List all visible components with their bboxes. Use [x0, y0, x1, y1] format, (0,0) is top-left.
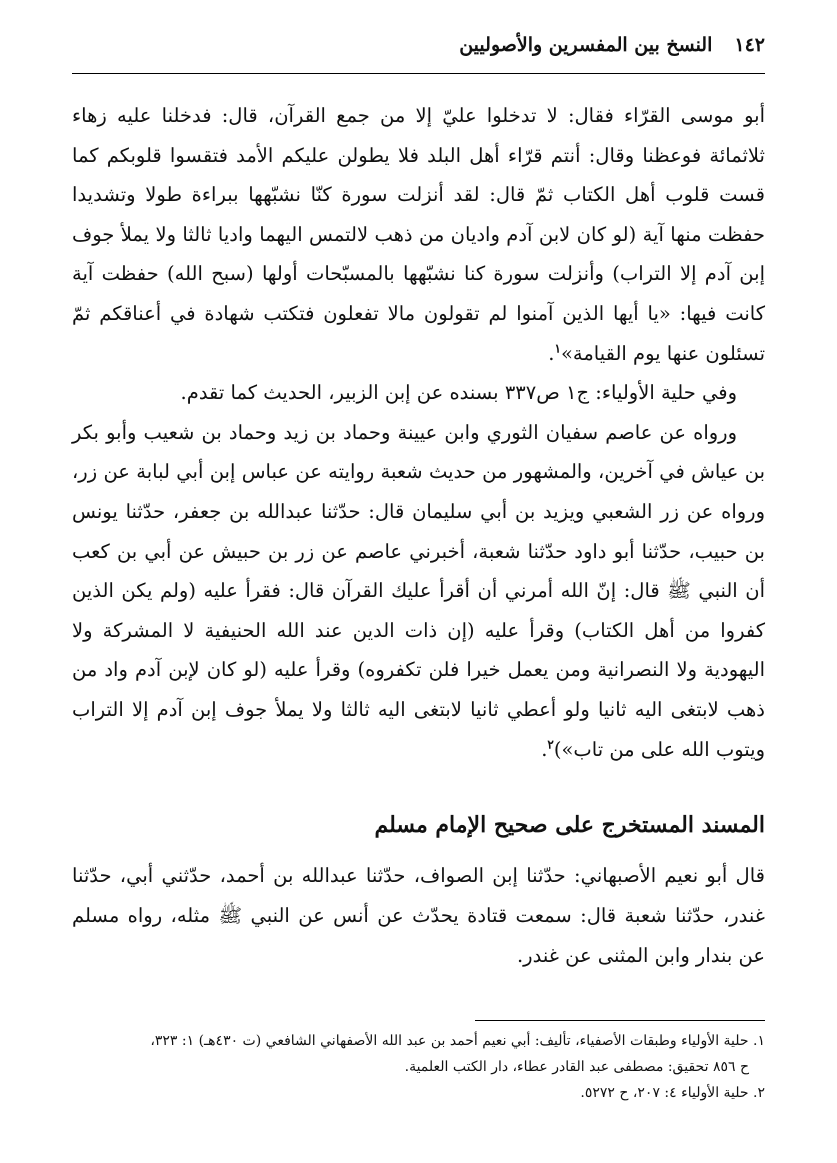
footnote-1-continued: ح ٨٥٦ تحقيق: مصطفى عبد القادر عطاء، دار الكتب العلمية. [404, 1059, 749, 1075]
footnote-ref-1: ١ [554, 341, 561, 356]
page-number: ١٤٢ [734, 34, 765, 56]
paragraph-3: ورواه عن عاصم سفيان الثوري وابن عيينة وحماد بن زيد وحماد بن شعيب وأبو بكر بن عياش في آخرين، والمشهور من حديث شعبة روايته عن عباس إبن أبي لبابة عن زر، ورواه عن زر الشعبي ويزيد بن أبي سليمان قال: حدّثنا عبدالله بن جعفر، حدّثنا يونس بن حبيب، حدّثنا أبو داود حدّثنا شعبة، أخبرني عاصم عن زر بن حبيش عن أبي بن كعب أن النبي ﷺ قال: إنّ الله أمرني أن أقرأ عليك القرآن قال: فقرأ عليه (ولم يكن الذين كفروا من أهل الكتاب) وقرأ عليه (إن ذات الدين عند الله الحنيفية لا المشركة ولا اليهودية ولا النصرانية ومن يعمل خيرا فلن تكفروه) وقرأ عليه (لو كان لإبن آدم واد من ذهب لابتغى اليه ثانيا ولو أعطي ثانيا لابتغى اليه ثالثا ولا يملأ جوف إبن آدم إلا التراب ويتوب الله على من تاب»)$^٢$. [72, 420, 765, 761]
main-body [72, 96, 765, 769]
footnote-1: ١. حلية الأولياء وطبقات الأصفياء، تأليف: أبي نعيم أحمد بن عبد الله الأصفهاني الشافعي (ت ٤٣٠هـ) ١: ٣٢٣، [150, 1033, 765, 1049]
paragraph-3-text: ورواه عن عاصم سفيان الثوري وابن عيينة وحماد بن زيد وحماد بن شعيب وأبو بكر بن عياش في آخرين، والمشهور من حديث شعبة روايته عن عباس إبن أبي لبابة عن زر، ورواه عن زر الشعبي ويزيد بن أبي سليمان قال: حدّثنا عبدالله بن جعفر، حدّثنا يونس بن حبيب، حدّثنا أبو داود حدّثنا شعبة، أخبرني عاصم عن زر بن حبيش عن أبي بن كعب أن النبي ﷺ قال: إنّ الله أمرني أن أقرأ عليك القرآن قال: فقرأ عليه (ولم يكن الذين كفروا من أهل الكتاب) وقرأ عليه (إن ذات الدين عند الله الحنيفية لا المشركة ولا اليهودية ولا النصرانية ومن يعمل خيرا فلن تكفروه) وقرأ عليه (لو كان لإبن آدم واد من ذهب لابتغى اليه ثانيا ولو أعطي ثانيا لابتغى اليه ثالثا ولا يملأ جوف إبن آدم إلا التراب ويتوب الله على من تاب») [72, 420, 765, 761]
section-paragraph: قال أبو نعيم الأصبهاني: حدّثنا إبن الصواف، حدّثنا عبدالله بن أحمد، حدّثني أبي، حدّثنا غندر، حدّثنا شعبة قال: سمعت قتادة يحدّث عن أنس عن النبي ﷺ مثله، رواه مسلم عن بندار وابن المثنى عن غندر. [72, 864, 765, 967]
section-heading: المسند المستخرج على صحيح الإمام مسلم [374, 812, 765, 838]
footnote-2: ٢. حلية الأولياء ٤: ٢٠٧، ح ٥٢٧٢. [580, 1085, 765, 1101]
paragraph-1-text: أبو موسى القرّاء فقال: لا تدخلوا عليّ إلا من جمع القرآن، قال: فدخلنا عليه زهاء ثلاثمائة فوعظنا وقال: أنتم قرّاء أهل البلد فلا يطولن عليكم الأمد فتقسوا قلوبكم كما قست قلوب أهل الكتاب ثمّ قال: لقد أنزلت سورة كنّا نشبّهها ببراءة طولا وتشديدا حفظت منها آية (لو كان لابن آدم واديان من ذهب لالتمس اليهما واديا ثالثا ولا يملأ جوف إبن آدم إلا التراب) وأنزلت سورة كنا نشبّهها بالمسبّحات أولها (سبح الله) حفظت آية كانت فيها: «يا أيها الذين آمنوا لم تقولون مالا تفعلون فتكتب شهادة في أعناقكم ثمّ تسئلون عنها يوم القيامة» [72, 104, 765, 365]
page-header [72, 34, 765, 66]
section-body [72, 856, 765, 976]
header-rule [72, 73, 765, 74]
paragraph-1: أبو موسى القرّاء فقال: لا تدخلوا عليّ إلا من جمع القرآن، قال: فدخلنا عليه زهاء ثلاثمائة فوعظنا وقال: أنتم قرّاء أهل البلد فلا يطولن عليكم الأمد فتقسوا قلوبكم كما قست قلوب أهل الكتاب ثمّ قال: لقد أنزلت سورة كنّا نشبّهها ببراءة طولا وتشديدا حفظت منها آية (لو كان لابن آدم واديان من ذهب لالتمس اليهما واديا ثالثا ولا يملأ جوف إبن آدم إلا التراب) وأنزلت سورة كنا نشبّهها بالمسبّحات أولها (سبح الله) حفظت آية كانت فيها: «يا أيها الذين آمنوا لم تقولون مالا تفعلون فتكتب شهادة في أعناقكم ثمّ تسئلون عنها يوم القيامة»$^١$. [72, 104, 765, 365]
footnotes [72, 1028, 765, 1106]
paragraph-2: وفي حلية الأولياء: ج١ ص٣٣٧ بسنده عن إبن الزبير، الحديث كما تقدم. [180, 381, 737, 405]
running-title: النسخ بين المفسرين والأصوليين [459, 34, 713, 56]
footnote-rule [475, 1020, 765, 1021]
footnote-ref-2: ٢ [547, 737, 554, 751]
